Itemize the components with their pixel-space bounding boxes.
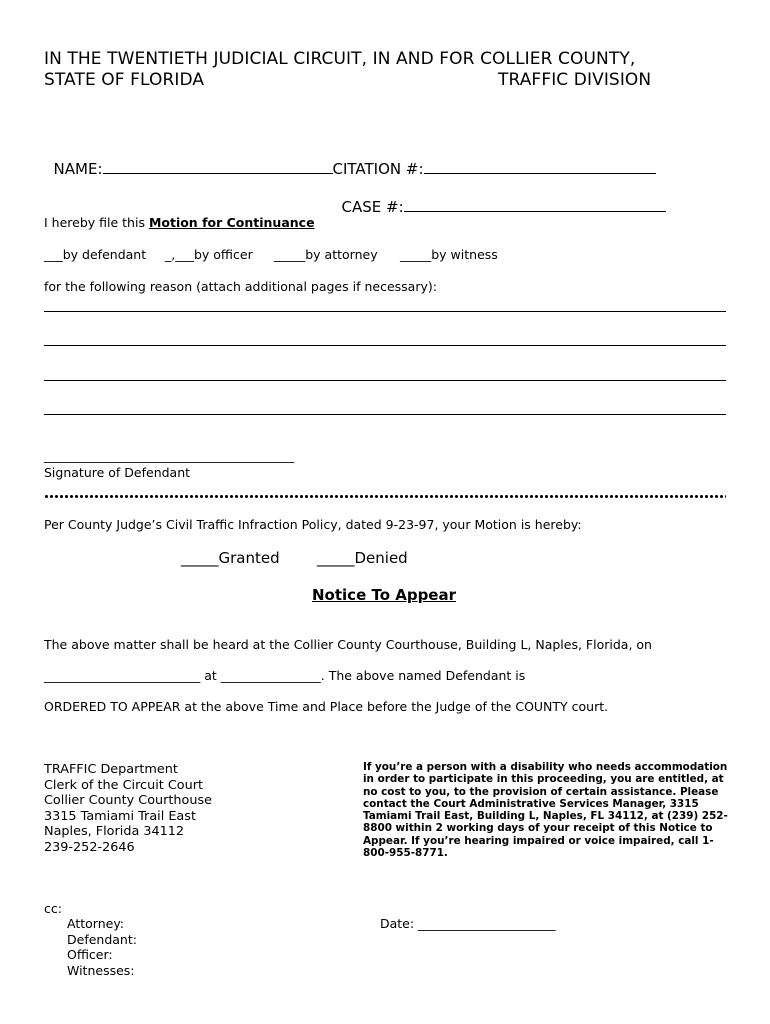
cc-label: cc: — [44, 901, 62, 916]
traffic-department-address: TRAFFIC Department Clerk of the Circuit Court Collier County Courthouse 3315 Tamiami Trail East Naples, Florida 34112 239-252-2646 — [44, 762, 213, 855]
signature-line[interactable]: ________________________________________ — [44, 448, 294, 463]
motion-title: Motion for Continuance — [148, 215, 315, 230]
reason-line-2[interactable] — [44, 345, 726, 346]
reason-line-3[interactable] — [44, 380, 726, 381]
denied-option[interactable]: _____Denied — [317, 549, 408, 567]
name-line[interactable] — [103, 159, 333, 174]
case-field[interactable] — [332, 179, 666, 216]
signature-label: Signature of Defendant — [44, 465, 191, 480]
notice-line-3: ORDERED TO APPEAR at the above Time and Place before the Judge of the COUNTY court. — [44, 699, 609, 714]
notice-line-2[interactable]: _________________________ at ________________. The above named Defendant is — [44, 668, 526, 683]
dotted-separator — [44, 495, 726, 498]
citation-line[interactable] — [424, 159, 656, 174]
reason-line-1[interactable] — [44, 311, 726, 312]
cc-officer: Officer: — [67, 947, 113, 962]
notice-line-1: The above matter shall be heard at the Collier County Courthouse, Building L, Naples, Florida, on — [44, 637, 652, 652]
case-line[interactable] — [404, 197, 666, 212]
option-defendant[interactable]: ___by defendant — [44, 247, 147, 262]
cc-witnesses: Witnesses: — [67, 963, 135, 978]
court-title: IN THE TWENTIETH JUDICIAL CIRCUIT, IN AND FOR COLLIER COUNTY, — [44, 49, 636, 69]
division-title: TRAFFIC DIVISION — [498, 70, 652, 90]
notice-title: Notice To Appear — [312, 586, 457, 604]
option-attorney[interactable]: _____by attorney — [274, 247, 378, 262]
case-label: CASE #: — [341, 198, 404, 216]
citation-label: CITATION #: — [332, 160, 424, 178]
ada-notice: If you’re a person with a disability who needs accommodation in order to participate in this proceeding, you are entitled, at no cost to you, to the provision of certain assistance. Please contact the Court Administrative Services Manager, 3315 Tamiami Trail East, Building L, Naples, FL 34112, at (239) 252-8800 within 2 working days of your receipt of this Notice to Appear. If you’re hearing impaired or voice impaired, call 1-800-955-8771. — [363, 761, 728, 860]
cc-defendant: Defendant: — [67, 932, 137, 947]
cc-attorney: Attorney: — [67, 916, 125, 931]
reason-line-4[interactable] — [44, 414, 726, 415]
motion-prefix: I hereby file this — [44, 215, 149, 230]
state-title: STATE OF FLORIDA — [44, 70, 205, 90]
reason-instruction: for the following reason (attach additional pages if necessary): — [44, 279, 437, 294]
option-officer[interactable]: _,___by officer — [165, 247, 253, 262]
option-witness[interactable]: _____by witness — [400, 247, 498, 262]
name-label: NAME: — [53, 160, 103, 178]
policy-statement: Per County Judge’s Civil Traffic Infraction Policy, dated 9-23-97, your Motion is hereby: — [44, 517, 582, 532]
date-field[interactable]: Date: ______________________ — [380, 916, 556, 931]
motion-statement — [44, 215, 315, 230]
name-field[interactable] — [44, 141, 656, 178]
granted-option[interactable]: _____Granted — [181, 549, 280, 567]
